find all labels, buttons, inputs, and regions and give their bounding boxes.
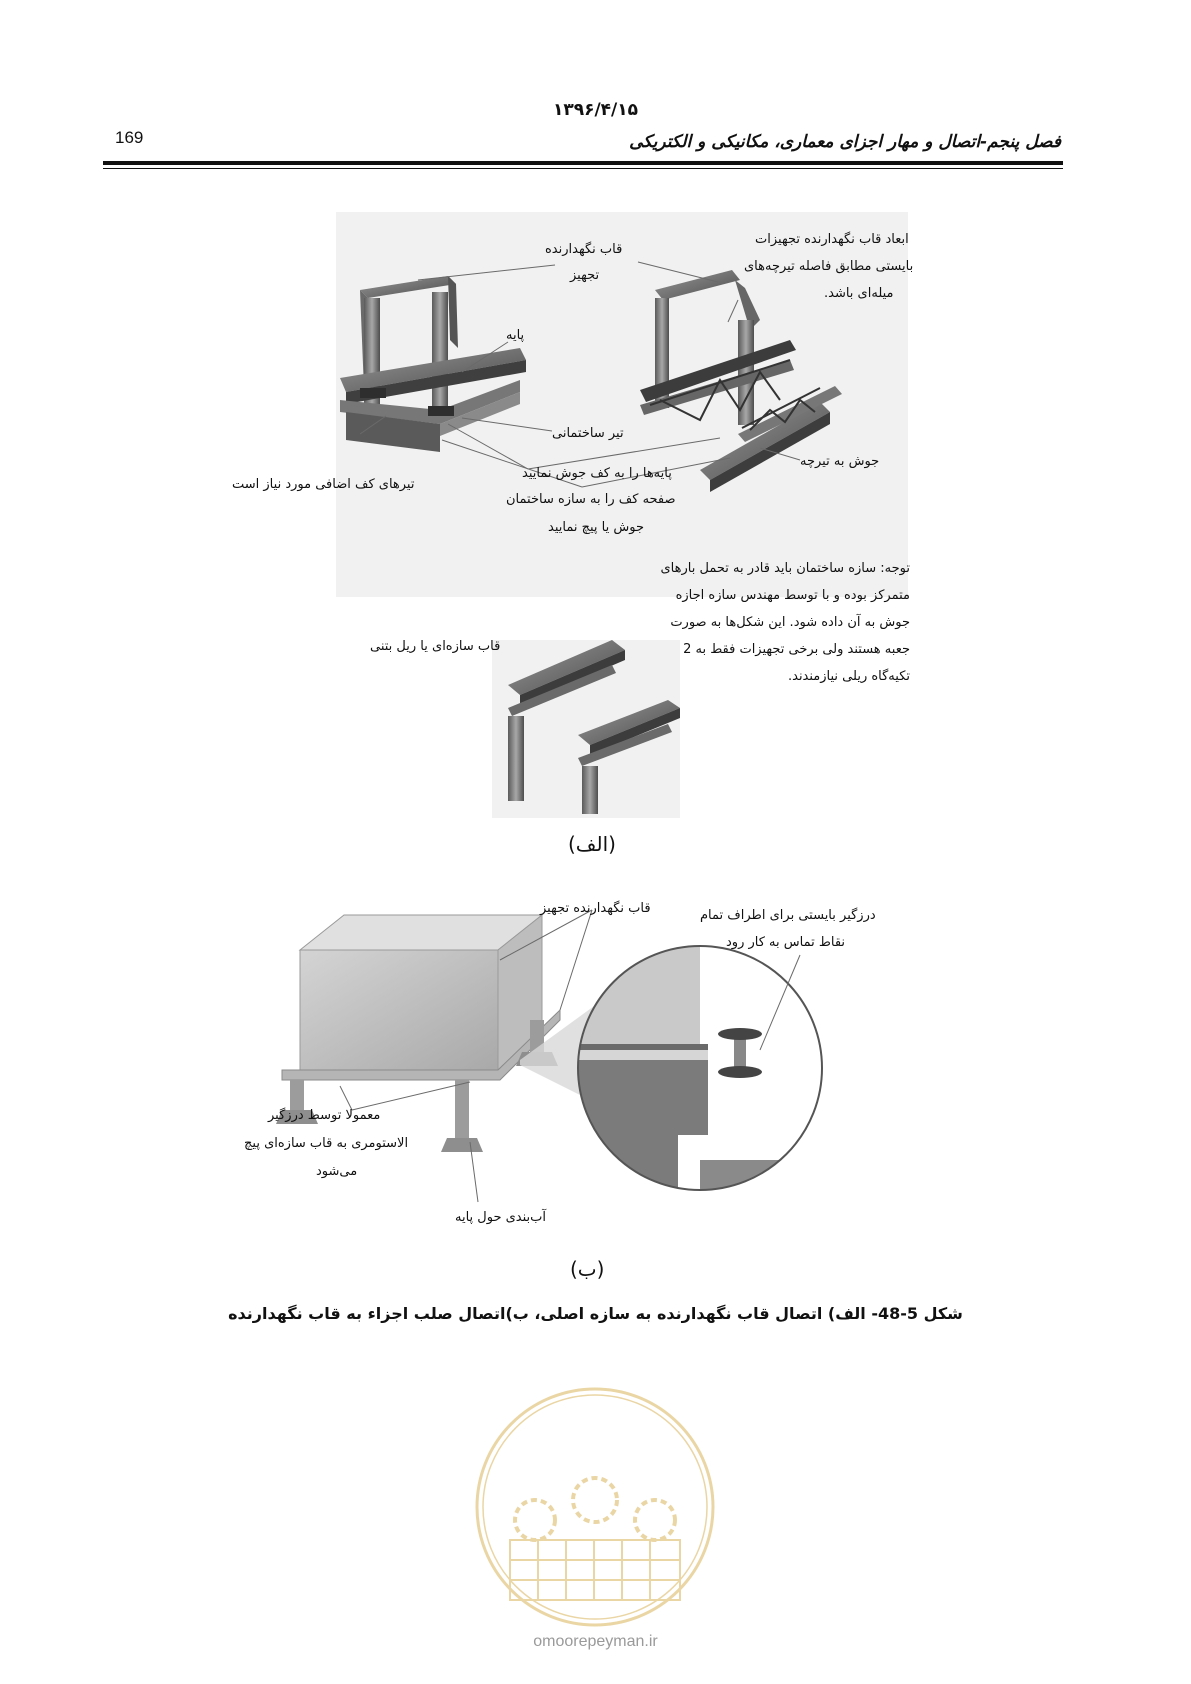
figure-a-sublabel: (الف) xyxy=(568,832,616,856)
label-dims-line1: ابعاد قاب نگهدارنده تجهیزات xyxy=(755,232,909,247)
note-line: توجه: سازه ساختمان باید قادر به تحمل بارهای xyxy=(660,561,910,576)
label-extra-beams: تیرهای کف اضافی مورد نیاز است xyxy=(232,477,415,492)
label-isolator-line2: نقاط تماس به کار رود xyxy=(726,935,846,950)
label-weld-line3: جوش یا پیچ نمایید xyxy=(548,520,644,535)
note-line: تکیه‌گاه ریلی نیازمندند. xyxy=(787,669,910,684)
label-leg: پایه xyxy=(506,328,525,343)
label-bolt-line3: می‌شود xyxy=(316,1164,358,1179)
label-seal: آب‌بندی حول پایه xyxy=(455,1210,547,1225)
label-building-beam: تیر ساختمانی xyxy=(552,426,624,441)
label-dims-line2: بایستی مطابق فاصله تیرچه‌های xyxy=(744,259,914,274)
figure-a-note xyxy=(640,555,910,690)
note-line: متمرکز بوده و با توسط مهندس سازه اجازه xyxy=(675,588,910,603)
page-number: 169 xyxy=(115,128,144,147)
figure-b-sublabel: (ب) xyxy=(570,1257,605,1281)
label-isolator-line1: درزگیر بایستی برای اطراف تمام xyxy=(700,908,876,923)
header-date: ۱۳۹۶/۴/۱۵ xyxy=(552,100,639,120)
chapter-title: فصل پنجم-اتصال و مهار اجزای معماری، مکانیکی و الکتریکی xyxy=(629,132,1061,152)
label-support-frame: قاب نگهدارنده تجهیز xyxy=(540,901,651,916)
label-frame-line2: تجهیز xyxy=(570,268,600,283)
label-weld-line2: صفحه کف را به سازه ساختمان xyxy=(506,492,676,507)
watermark-url: omoorepeyman.ir xyxy=(533,1633,658,1650)
label-rail-frame: قاب سازه‌ای یا ریل بتنی xyxy=(370,639,501,654)
detail-circle-drawing xyxy=(578,946,830,1200)
figure-caption: شکل 5-48- الف) اتصال قاب نگهدارنده به سازه اصلی، ب)اتصال صلب اجزاء به قاب نگهدارنده xyxy=(228,1304,963,1323)
watermark-seal xyxy=(477,1389,713,1625)
label-frame-line1: قاب نگهدارنده xyxy=(545,242,623,257)
label-dims-line3: میله‌ای باشد. xyxy=(824,286,894,301)
note-line: جوش به آن داده شود. این شکل‌ها به صورت xyxy=(670,615,910,630)
label-bolt-line1: معمولا توسط درزگیر xyxy=(268,1108,381,1123)
label-bolt-line2: الاستومری به قاب سازه‌ای پیچ xyxy=(244,1136,409,1151)
label-weld-line1: پایه‌ها را به کف جوش نمایید xyxy=(522,466,672,481)
note-line: جعبه هستند ولی برخی تجهیزات فقط به 2 xyxy=(683,642,910,657)
label-joist-weld: جوش به تیرچه xyxy=(800,454,880,469)
